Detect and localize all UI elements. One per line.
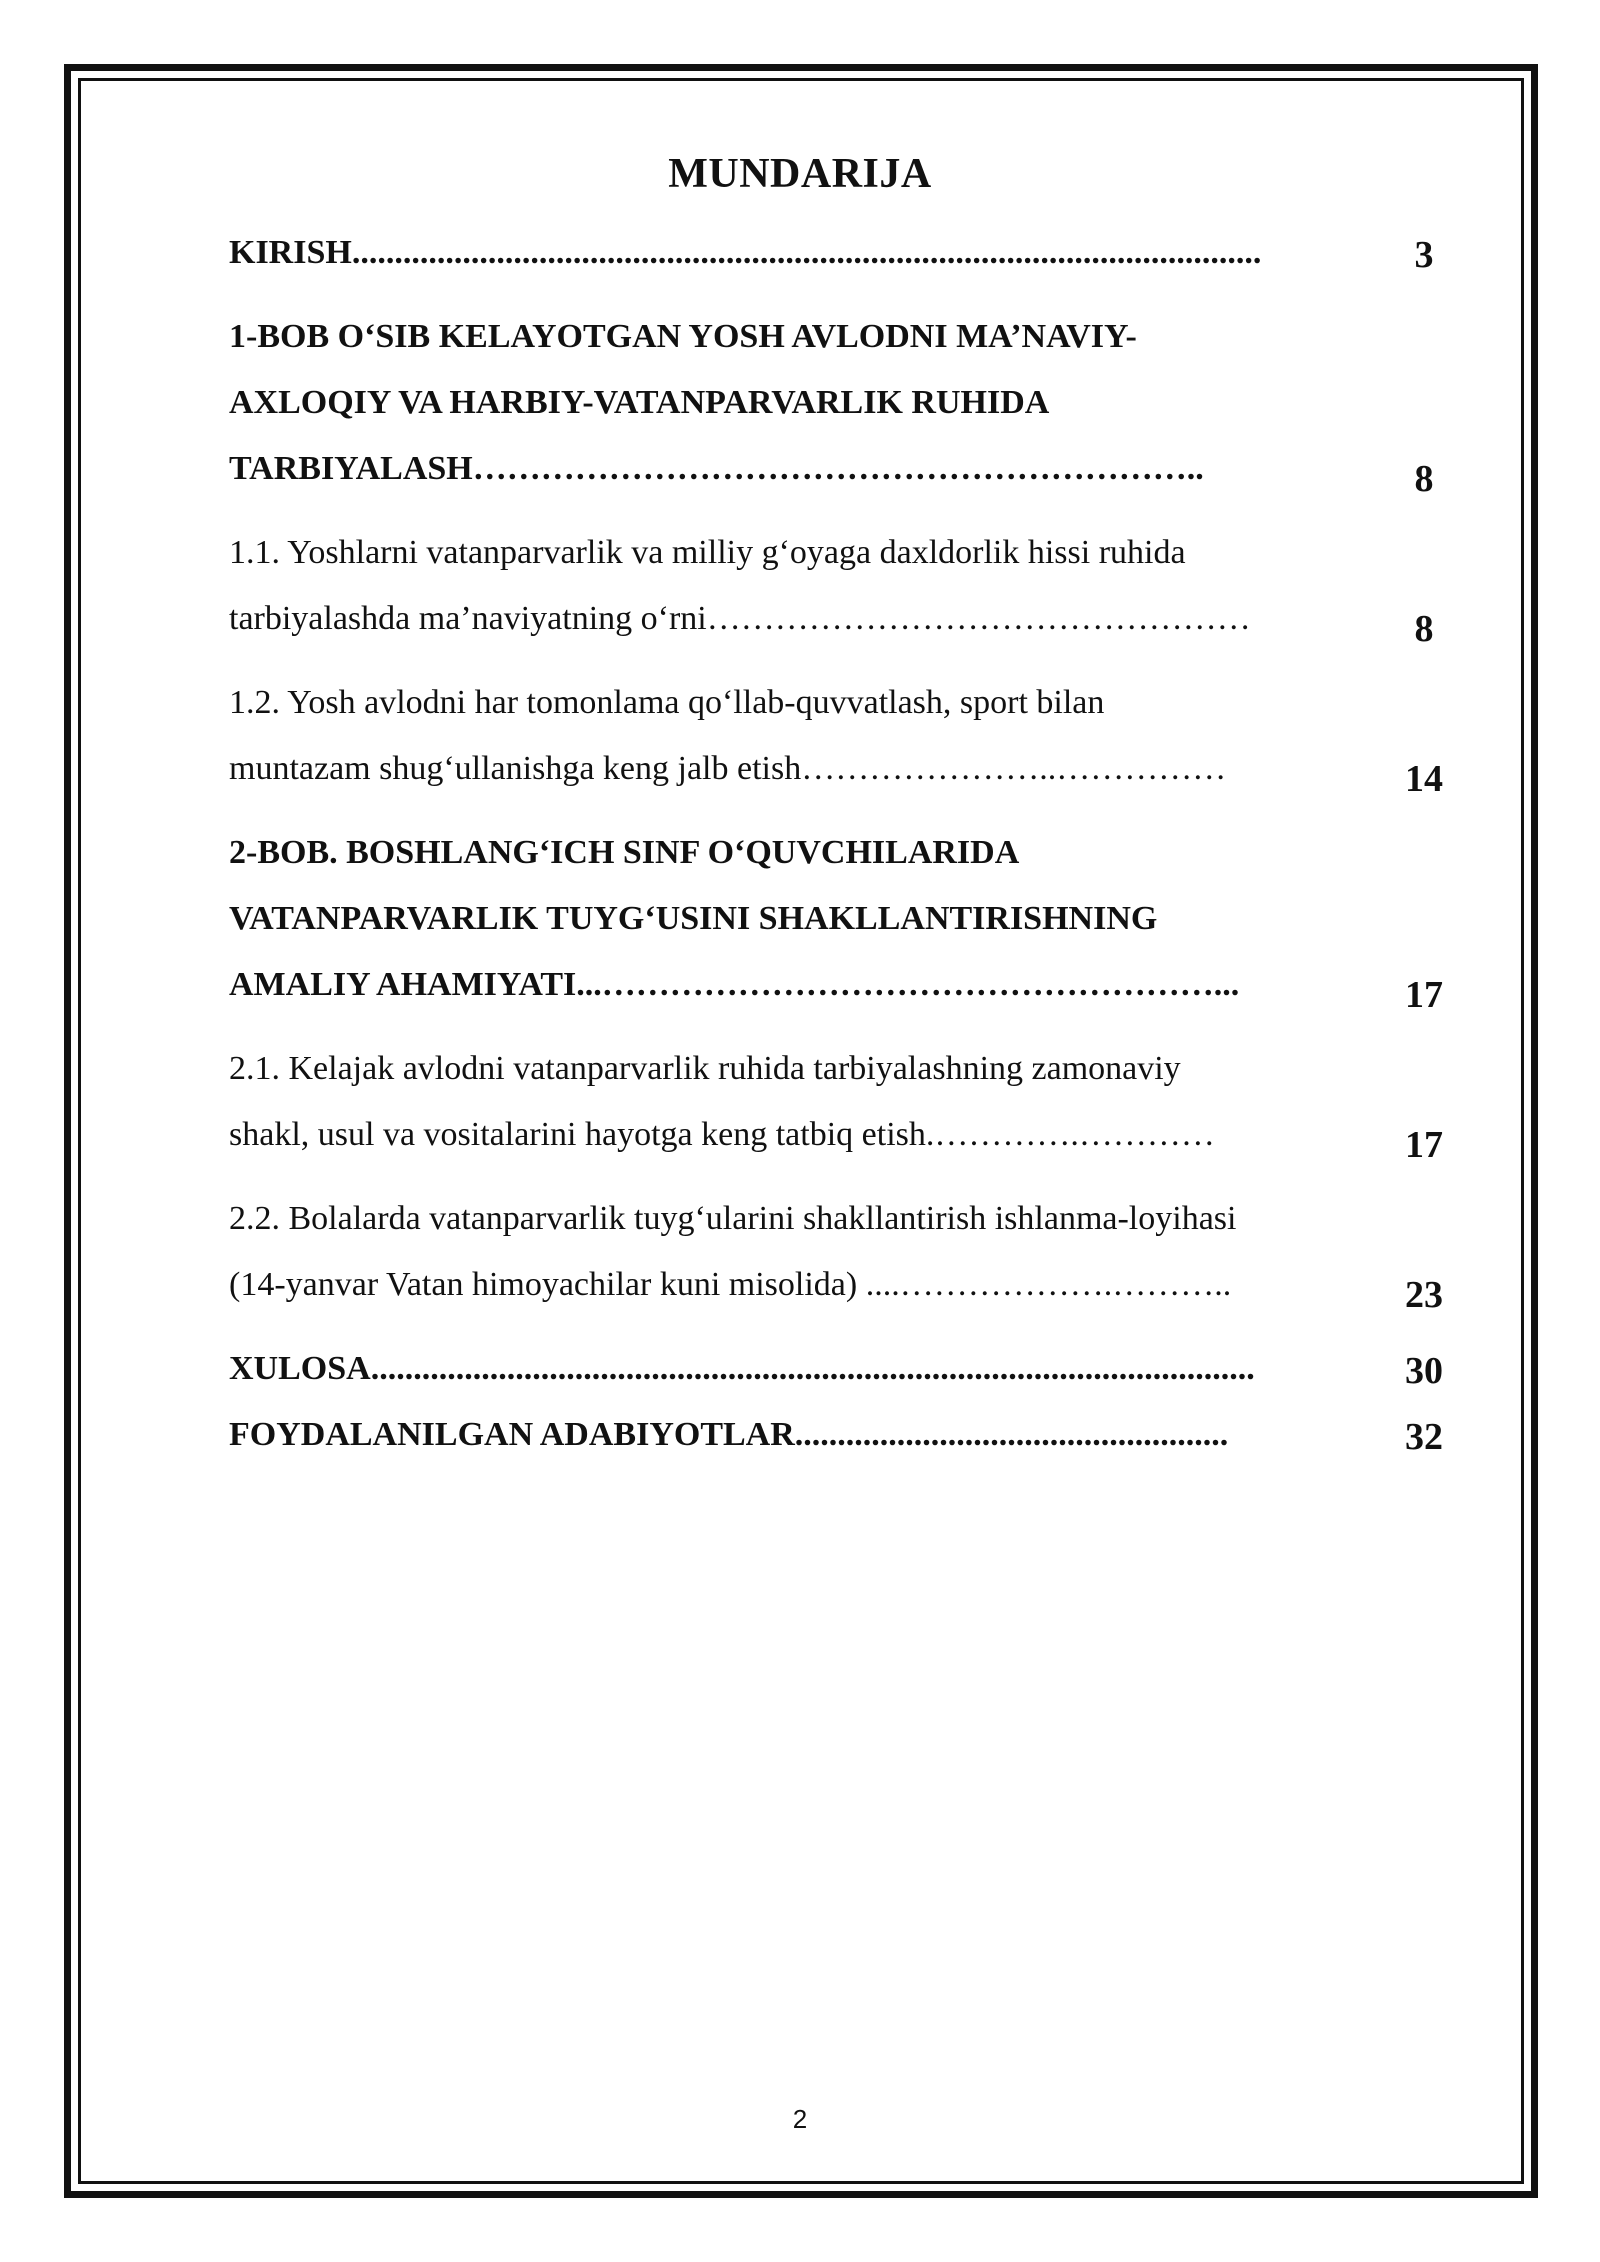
toc-spacer	[229, 1318, 1479, 1336]
toc-entry-page-number: 8	[1414, 458, 1434, 500]
toc-entry-line: TARBIYALASH………………………………………………………..	[229, 450, 1204, 487]
toc-entry-line: muntazam shug‘ullanishga keng jalb etish…………………..……………	[229, 750, 1227, 787]
toc-entry-line: FOYDALANILGAN ADABIYOTLAR...................................................	[229, 1416, 1229, 1453]
table-of-contents	[229, 220, 1479, 1468]
toc-entry-line: AXLOQIY VA HARBIY-VATANPARVARLIK RUHIDA	[229, 384, 1050, 421]
page-number: 2	[792, 2104, 808, 2134]
toc-entry-page-number: 14	[1405, 758, 1443, 800]
toc-entry-line: KIRISH...........................................................................................................	[229, 234, 1262, 271]
toc-entry-line: AMALIY AHAMIYATI...………………………………………………...	[229, 966, 1240, 1003]
toc-entry[interactable]	[229, 304, 1479, 502]
toc-entry-line: 2-BOB. BOSHLANG‘ICH SINF O‘QUVCHILARIDA	[229, 834, 1020, 871]
toc-entry-text	[229, 1186, 1369, 1318]
toc-entry[interactable]	[229, 220, 1479, 286]
toc-entry-line: XULOSA........................................................................................................	[229, 1350, 1255, 1387]
toc-entry-line: tarbiyalashda ma’naviyatning o‘rni…………………………………………	[229, 600, 1251, 637]
toc-entry-line: 1.1. Yoshlarni vatanparvarlik va milliy g‘oyaga daxldorlik hissi ruhida	[229, 534, 1186, 571]
toc-entry-page-number: 17	[1405, 1124, 1443, 1166]
toc-entry[interactable]	[229, 1336, 1479, 1402]
toc-entry-line: (14-yanvar Vatan himoyachilar kuni misolida) ....……………….………..	[229, 1266, 1232, 1303]
toc-entry-text	[229, 304, 1369, 502]
toc-entry-page-number: 8	[1414, 608, 1434, 650]
toc-entry-line: VATANPARVARLIK TUYG‘USINI SHAKLLANTIRISHNING	[229, 900, 1158, 937]
toc-entry-line: 2.1. Kelajak avlodni vatanparvarlik ruhida tarbiyalashning zamonaviy	[229, 1050, 1181, 1087]
toc-entry[interactable]	[229, 820, 1479, 1018]
toc-entry[interactable]	[229, 670, 1479, 802]
page-title: MUNDARIJA	[668, 151, 932, 197]
toc-entry-text	[229, 1336, 1369, 1402]
toc-entry-page-number: 30	[1405, 1350, 1443, 1392]
toc-spacer	[229, 802, 1479, 820]
toc-spacer	[229, 652, 1479, 670]
toc-entry-line: 1.2. Yosh avlodni har tomonlama qo‘llab-quvvatlash, sport bilan	[229, 684, 1105, 721]
toc-entry-page-number: 3	[1414, 234, 1434, 276]
toc-entry[interactable]	[229, 1036, 1479, 1168]
toc-spacer	[229, 1168, 1479, 1186]
toc-entry[interactable]	[229, 520, 1479, 652]
toc-entry-text	[229, 820, 1369, 1018]
toc-entry[interactable]	[229, 1402, 1479, 1468]
toc-entry-page-number: 17	[1405, 974, 1443, 1016]
toc-entry-text	[229, 670, 1369, 802]
toc-spacer	[229, 286, 1479, 304]
toc-entry-page-number: 32	[1405, 1416, 1443, 1458]
toc-spacer	[229, 1018, 1479, 1036]
toc-entry-line: 2.2. Bolalarda vatanparvarlik tuyg‘ularini shakllantirish ishlanma-loyihasi	[229, 1200, 1237, 1237]
toc-entry-text	[229, 1036, 1369, 1168]
toc-entry-text	[229, 520, 1369, 652]
toc-entry-page-number: 23	[1405, 1274, 1443, 1316]
toc-entry[interactable]	[229, 1186, 1479, 1318]
toc-entry-line: shakl, usul va vositalarini hayotga keng tatbiq etish.………….…………	[229, 1116, 1215, 1153]
toc-entry-line: 1-BOB O‘SIB KELAYOTGAN YOSH AVLODNI MA’NAVIY-	[229, 318, 1137, 355]
toc-entry-text	[229, 220, 1369, 286]
toc-spacer	[229, 502, 1479, 520]
toc-entry-text	[229, 1402, 1369, 1468]
